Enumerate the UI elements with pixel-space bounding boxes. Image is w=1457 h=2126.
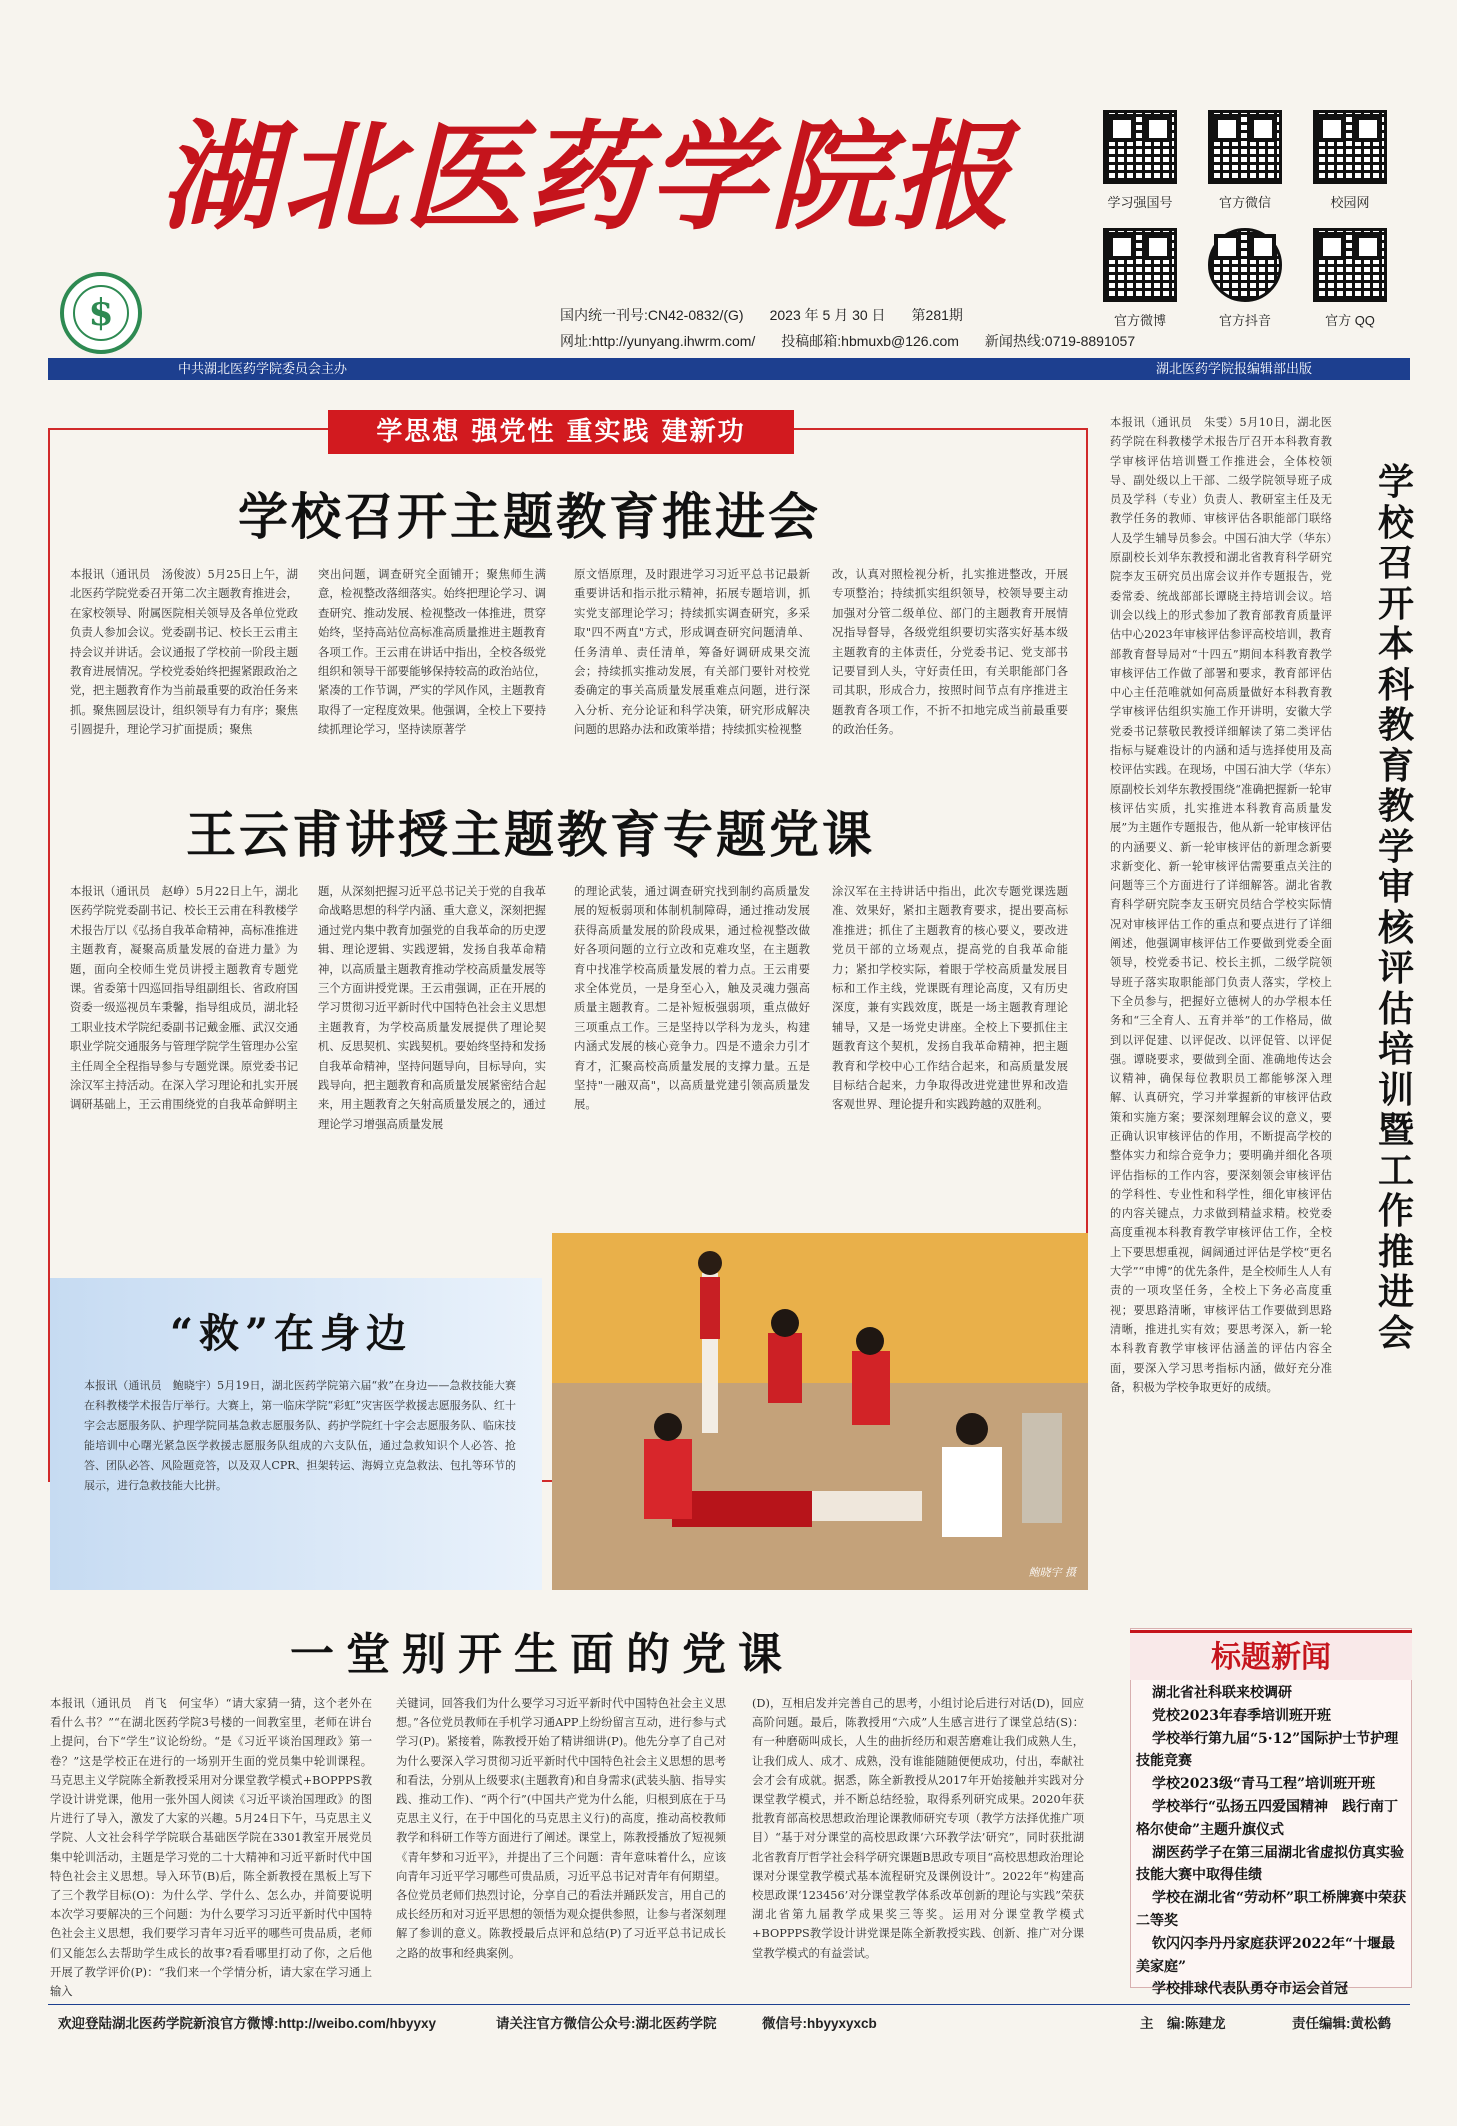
- school-logo: [60, 272, 142, 354]
- headline-item[interactable]: 学校排球代表队勇夺市运会首冠: [1152, 1981, 1348, 1998]
- article5-col3: (D)，互相启发并完善自己的思考，小组讨论后进行对话(D)，回应高阶问题。最后，陈教授用“六成”人生感言进行了课堂总结(S)：有一种磨砺叫成长，人生的曲折经历和艰苦磨难让我们成熟人生，让我们成人、成才、成熟，没有谁能随随便便成功，付出，奉献社会才会有成就。据悉，陈全新教授从2017年开始接触并实践对分课堂教学模式，并不断总结经验，取得系列研究成果。2020年获批教育部高校思想政治理论课教师研究专项（教学方法择优推广项目）“基于对分课堂的高校思政课‘六环教学法’研究”，同时获批湖北省教育厅哲学社会科学研究课题B思政专项目“高校思想政治理论课对分课堂教学模式基本流程研究及课例设计”。2022年“构建高校思政课‘123456’对分课堂教学体系改革创新的理论与实践”荣获湖北省第九届教学成果奖三等奖。运用对分课堂教学模式+BOPPPS教学设计讲党课是陈全新教授实践、创新、推广对分课堂教学模式的有益尝试。: [752, 1697, 1084, 1960]
- article2-title: 王云甫讲授主题教育专题党课: [186, 805, 875, 864]
- article2-col4: 涂汉军在主持讲话中指出，此次专题党课选题准、效果好，紧扣主题教育要求，提出要高标准推进；抓住了主题教育的核心要义，要改进党员干部的立场观点，提高党的自我革命能力；紧扣学校实际，着眼于学校高质量发展目标和工作主线，党课既有理论高度，又有历史深度，兼有实践效度，既是一场主题教育理论辅导，又是一场党史讲座。全校上下要抓住主题教育这个契机，发扬自我革命精神，把主题教育和学校中心工作结合起来，和高质量发展目标结合起来，力争取得改进党建世界和改造客观世界、理论提升和实践跨越的双胜利。: [832, 884, 1068, 1112]
- publication-info: [560, 302, 1161, 354]
- footer-wechat: 请关注官方微信公众号:湖北医药学院: [496, 2016, 717, 2031]
- qr-icon: [1103, 110, 1177, 184]
- photo-credit: 鲍晓宇 摄: [1028, 1566, 1076, 1579]
- article5-col1: 本报讯（通讯员 肖飞 何宝华）“请大家猜一猜，这个老外在看什么书？”“在湖北医药学院3号楼的一间教室里，老师在讲台上提问，台下“学生”议论纷纷。“是《习近平谈治国理政》第一卷？”这是学校正在进行的一场别开生面的党员集中轮训课程。马克思主义学院陈全新教授采用对分课堂教学模式+BOPPPS教学设计讲党课，他用一张外国人阅读《习近平谈治国理政》的图片进行了导入，激发了大家的兴趣。5月24日下午，马克思主义学院、人文社会科学学院联合基础医学院在3301教室开展党员集中轮训活动，主题是学习党的二十大精神和习近平新时代中国特色社会主义思想。导入环节(B)后，陈全新教授在黑板上写下了三个教学目标(O)：为什么学、学什么、怎么办，并简要说明本次学习要解决的三个问题：为什么要学习习近平新时代中国特色社会主义思想，我们要学习青年习近平的哪些可贵品质，老师们又能怎么去帮助学生成长的故事?看看哪里打动了你，之后他开展了教学评价(P)：“我们来一个学情分析，请大家在学习通上输入: [50, 1697, 372, 1999]
- website: 网址:http://yunyang.ihwrm.com/: [560, 333, 756, 349]
- article4-title: 学校召开本科教育教学审核评估培训暨工作推进会: [1377, 461, 1414, 1354]
- issue-number: 第281期: [911, 307, 963, 323]
- headline-news-list: [1136, 1682, 1408, 2001]
- article3-title: “救”在身边: [170, 1310, 413, 1357]
- article3-body: 本报讯（通讯员 鲍晓宇）5月19日，湖北医药学院第六届“救”在身边——急救技能大赛在科教楼学术报告厅举行。大赛上，第一临床学院“彩虹”灾害医学救援志愿服务队、红十字会志愿服务队、护理学院同基急救志愿服务队、药护学院红十字会志愿服务队、临床技能培训中心曙光紧急医学救援志愿服务队组成的六支队伍，通过急救知识个人必答、抢答、团队必答、风险题竞答，以及双人CPR、担架转运、海姆立克急救法、包扎等环节的展示，进行急救技能大比拼。: [84, 1379, 516, 1492]
- qr-icon: [1313, 110, 1387, 184]
- qr-code-wechat: [1197, 110, 1293, 211]
- headline-item[interactable]: 湖北省社科联来校调研: [1152, 1685, 1292, 1701]
- footer-editor: 责任编辑:黄松鹤: [1292, 2016, 1391, 2031]
- article2-col3: 的理论武装，通过调查研究找到制约高质量发展的短板弱项和体制机制障碍，通过推动发展获得高质量发展的阶段成果，通过检视整改做好各项问题的立行立改和克难攻坚，在主题教育中找准学校高质量发展的着力点。王云甫要求全体党员，一是身至心入，触及灵魂力强高质量主题教育。二是补短板强弱项，重点做好三项重点工作。三是坚持以学科为龙头，构建内涵式发展的核心竞争力。四是不遗余力引才育才，汇聚高校高质量发展的支撑力量。五是坚持"一融双高"，以高质量党建引领高质量发展。: [574, 884, 810, 1112]
- slogan-banner: 学思想 强党性 重实践 建新功: [328, 410, 794, 454]
- article1-col2: 突出问题，调查研究全面铺开；聚焦师生满意，检视整改落细落实。始终把理论学习、调查研究、推动发展、检视整改一体推进，贯穿始终，坚持高站位高标准高质量推进主题教育各项工作。王云甫在讲话中指出，全校各级党组织和领导干部要能够保持较高的政治站位，紧凑的工作节调，严实的学风作风，主题教育取得了一定程度效果。他强调，全校上下要持续抓理论学习，坚持读原著学: [318, 567, 546, 737]
- qr-icon: [1103, 228, 1177, 302]
- qr-label: 学习强国号: [1107, 195, 1173, 210]
- qr-label: 官方微信: [1218, 195, 1271, 210]
- headline-item[interactable]: 党校2023年春季培训班开班: [1152, 1707, 1331, 1724]
- footer-wechat-id: 微信号:hbyyxyxcb: [762, 2016, 877, 2031]
- headline-item[interactable]: 学校在湖北省“劳动杯”职工桥牌赛中荣获二等奖: [1136, 1890, 1407, 1929]
- qr-icon: [1208, 228, 1282, 302]
- qr-label: 官方微博: [1113, 313, 1166, 328]
- article5-title: 一堂别开生面的党课: [290, 1629, 794, 1680]
- headline-item[interactable]: 湖医药学子在第三届湖北省虚拟仿真实验技能大赛中取得佳绩: [1136, 1844, 1404, 1884]
- article2-col1: 本报讯（通讯员 赵峥）5月22日上午，湖北医药学院党委副书记、校长王云甫在科教楼学术报告厅以《弘扬自我革命精神，高标准推进主题教育，凝聚高质量发展的奋进力量》为题，面向全校师生党员讲授主题教育专题党课。省委第十四巡回指导组副组长、省政府国资委一级巡视员车秉馨，指导组成员，湖北轻工职业技术学院纪委副书记戴金雁、武汉交通职业学院交通服务与管理学院学生管理办公室主任周全全程指导参与专题党课。原党委书记涂汉军主持活动。在深入学习理论和扎实开展调研基础上，王云甫围绕党的自我革命鲜明主: [70, 884, 298, 1112]
- qr-label: 校园网: [1330, 195, 1370, 210]
- qr-label: 官方抖音: [1218, 313, 1271, 328]
- headline-news-title: 标题新闻: [1130, 1630, 1412, 1680]
- masthead-title: 湖北医药学院报: [160, 107, 1015, 246]
- article5-col2: 关键词，回答我们为什么要学习习近平新时代中国特色社会主义思想。”各位党员教师在手机学习通APP上纷纷留言互动，进行参与式学习(P)。紧接着，陈教授开始了精讲细讲(P)。他先分享了自己对为什么要深入学习贯彻习近平新时代中国特色社会主义思想的思考和看法，分别从上级要求(主题教育)和自身需求(武装头脑、指导实践、推动工作)、“两个行”(中国共产党为什么能，归根到底在于马克思主义行，在于中国化的马克思主义行)的高度，推动高校教师教学和科研工作等方面进行了阐述。课堂上，陈教授播放了短视频《青年梦和习近平》，并提出了三个问题：青年意味着什么，应该向青年习近平学习哪些可贵品质，习近平总书记对青年有何期望。各位党员老师们热烈讨论，分享自己的看法并踊跃发言，用自己的成长经历和对习近平思想的领悟为观众提供参照，让参与者深刻理解了参训的意义。陈教授最后点评和总结(P)了习近平总书记成长之路的故事和经典案例。: [396, 1697, 726, 1960]
- article1-col3: 原文悟原理，及时跟进学习习近平总书记最新重要讲话和指示批示精神，拓展专题培训，抓实党支部理论学习；持续抓实调查研究，多采取"四不两直"方式，形成调查研究问题清单、任务清单、责任清单，筹备好调研成果交流会；持续抓实推动发展，有关部门要针对校党委确定的事关高质量发展重难点问题，进行深入分析、充分论证和科学决策，研究形成解决问题的思路办法和政策举措；持续抓实检视整: [574, 567, 810, 737]
- article1-col1: 本报讯（通讯员 汤俊波）5月25日上午，湖北医药学院党委召开第二次主题教育推进会，在家校领导、附属医院相关领导及各单位党政负责人参加会议。党委副书记、校长王云甫主持会议并讲话。会议通报了学校前一阶段主题教育进展情况。学校党委始终把握紧跟政治之党，把主题教育作为当前最重要的政治任务来抓。聚焦圆层设计，组织领导有力有序；聚焦引圆提升，理论学习扩面提质；聚焦: [70, 567, 298, 737]
- footer-rule: [48, 2004, 1410, 2005]
- headline-item[interactable]: 钦闪闪李丹丹家庭获评2022年“十堰最美家庭”: [1136, 1935, 1396, 1975]
- publisher: 湖北医药学院报编辑部出版: [1156, 361, 1313, 376]
- issue-date: 2023 年 5 月 30 日: [769, 307, 886, 323]
- qr-icon: [1208, 110, 1282, 184]
- qr-code-douyin: [1197, 228, 1293, 329]
- article4-body: 本报讯（通讯员 朱雯）5月10日，湖北医药学院在科教楼学术报告厅召开本科教育教学审核评估培训暨工作推进会，全体校领导、副处级以上干部、二级学院领导班子成员及学科（专业）负责人、教研室主任及无教学任务的教师、审核评估各职能部门联络人及学生辅导员参会。中国石油大学（华东）原副校长刘华东教授和湖北省教育科学研究院李友玉研究员出席会议并作专题报告，党委常委、统战部部长谭晓主持培训会议。培训会以线上的形式参加了教育部教育质量评估中心2023年审核评估参评高校培训，教育部教育督导局对“十四五”期间本科教育教学审核评估工作做了部署和要求，教育部评估中心主任范唯就如何高质量做好本科教育教学审核评估组织实施工作开讲明，安徽大学党委书记蔡敬民教授详细解读了第二类评估指标与疑难设计的内涵和适与选择使用及高校评估实践。在现场，中国石油大学（华东）原副校长刘华东教授围绕“准确把握新一轮审核评估实质，扎实推进本科教育高质量发展”为主题作专题报告，他从新一轮审核评估的内涵要义、新一轮审核评估的新理念新要求新变化、新一轮审核评估需要重点关注的问题等三个方面进行了详细解答。湖北省教育科学研究院李友玉研究员结合学校实际情况对审核评估工作的重点和要点进行了详细阐述，他强调审核评估工作要做到党委全面领导，校党委书记、校长主抓，二级学院领导班子落实取职能部门负责人落实，学校上下全员参与，把握好立德树人的办学根本任务和“三全育人、五育并举”的工作格局，做到以评促建、以评促改、以评促管、以评促强。谭晓要求，要做到全面、准确地传达会议精神，确保每位教职员工都能够深入理解、认真研究，学习并掌握新的审核评估政策和实施方案；要深刻理解会议的意义，要正确认识审核评估的作用，不断提高学校的整体实力和综合竞争力；要明确并细化各项评估指标的工作内容，要深刻领会审核评估的学科性、专业性和科学性，细化审核评估的内容关键点，力求做到精益求精。校党委高度重视本科教育教学审核评估工作，全校上下要思想重视，阔阔通过评估是学校“更名大学”“申博”的优先条件，是全校师生人人有责的一项攻坚任务，全校上下务必高度重视；要思路清晰，审核评估工作要做到思路清晰，推进扎实有效；要思考深入，新一轮本科教育教学审核评估涵盖的评估内容全面，要深入学习思考指标内涵，做好充分准备，积极为学校争取更好的成绩。: [1110, 416, 1332, 1394]
- qr-code-qq: [1302, 228, 1398, 329]
- qr-icon: [1313, 228, 1387, 302]
- photo-illustration: [552, 1233, 1088, 1590]
- qr-code-xuexi: [1092, 110, 1188, 211]
- masthead-band: [48, 358, 1410, 380]
- footer-editor-chief: 主 编:陈建龙: [1140, 2016, 1226, 2031]
- issn: 国内统一刊号:CN42-0832/(G): [560, 307, 744, 323]
- logo-emblem-icon: $: [73, 285, 129, 341]
- headline-item[interactable]: 学校2023级“青马工程”培训班开班: [1152, 1776, 1376, 1793]
- article2-col2: 题，从深刻把握习近平总书记关于党的自我革命战略思想的科学内涵、重大意义，深刻把握通过党内集中教育加强党的自我革命的历史逻辑、理论逻辑、实践逻辑，发扬自我革命精神，以高质量主题教育推动学校高质量发展等三个方面讲授党课。王云甫强调，正在开展的学习贯彻习近平新时代中国特色社会主义思想主题教育，为学校高质量发展提供了理论契机、反思契机、实践契机。要始终坚持和发扬自我革命精神，坚持问题导向，目标导向，实践导向，把主题教育和高质量发展紧密结合起来，用主题教育之矢射高质量发展之的，通过理论学习增强高质量发展: [318, 884, 546, 1131]
- article1-col4: 改，认真对照检视分析，扎实推进整改，开展专项整治；持续抓实组织领导，校领导要主动加强对分管二级单位、部门的主题教育开展情况指导督导，各级党组织要切实落实好基本级主题教育的主体责任，分党委书记、党支部书记要冒到人头，守好责任田，有关职能部门各司其职，形成合力，按照时间节点有序推进主题教育各项工作，不折不扣地完成当前最重要的政治任务。: [832, 567, 1068, 737]
- cpr-competition-photo: [552, 1233, 1088, 1590]
- qr-code-campus: [1302, 110, 1398, 211]
- qr-label: 官方 QQ: [1325, 313, 1375, 328]
- headline-item[interactable]: 学校举行“弘扬五四爱国精神 践行南丁格尔使命”主题升旗仪式: [1136, 1798, 1399, 1838]
- news-hotline: 新闻热线:0719-8891057: [984, 333, 1136, 349]
- footer-weibo: 欢迎登陆湖北医药学院新浪官方微博:http://weibo.com/hbyyxy: [58, 2016, 437, 2031]
- submission-email: 投稿邮箱:hbmuxb@126.com: [781, 333, 959, 349]
- sponsor: 中共湖北医药学院委员会主办: [178, 361, 348, 376]
- headline-item[interactable]: 学校举行第九届“5·12”国际护士节护理技能竞赛: [1136, 1730, 1399, 1770]
- article1-title: 学校召开主题教育推进会: [238, 487, 821, 546]
